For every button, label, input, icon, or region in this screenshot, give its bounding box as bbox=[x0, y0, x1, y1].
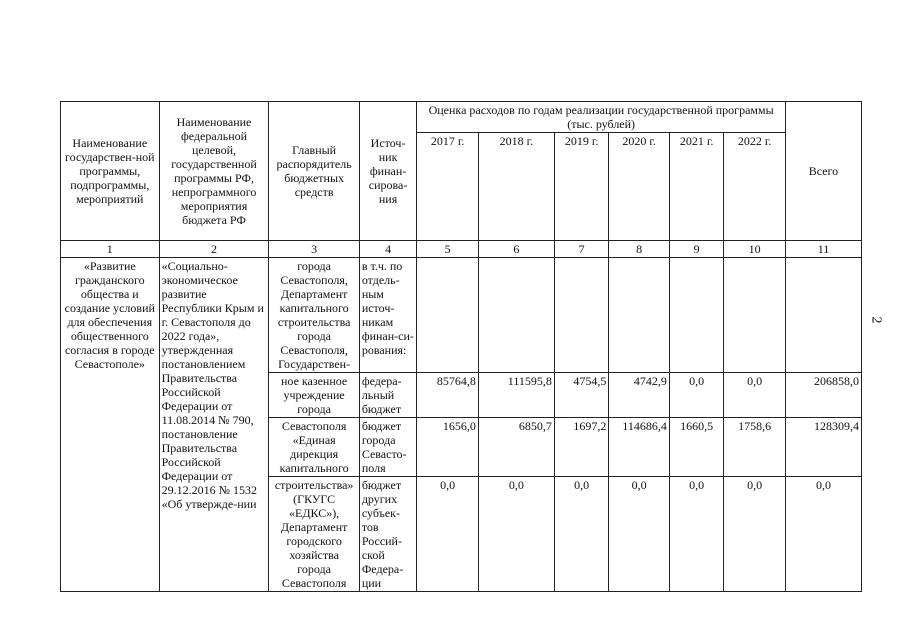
header-year: 2017 г. bbox=[417, 133, 479, 241]
header-distributor: Главный распорядитель бюджетных средств bbox=[269, 102, 359, 241]
distributor-cell: Севастополя «Единая дирекция капитального bbox=[269, 418, 359, 477]
header-row bbox=[61, 102, 862, 133]
total-cell: 128309,4 bbox=[785, 418, 861, 477]
distributor-cell: ное казенное учреждение города bbox=[269, 373, 359, 418]
header-year: 2021 г. bbox=[669, 133, 723, 241]
value-cell: 0,0 bbox=[669, 477, 723, 592]
value-cell: 0,0 bbox=[478, 477, 554, 592]
total-cell: 206858,0 bbox=[785, 373, 861, 418]
source-cell: бюджет других субъек-тов Россий-ской Федера-ции bbox=[359, 477, 417, 592]
column-number: 11 bbox=[785, 241, 861, 258]
distributor-cell: строительства» (ГКУГС «ЕДКС»), Департамент городского хозяйства города Севастополя bbox=[269, 477, 359, 592]
total-cell: 0,0 bbox=[785, 477, 861, 592]
header-year: 2018 г. bbox=[478, 133, 554, 241]
column-number: 2 bbox=[159, 241, 269, 258]
header-federal-program: Наименование федеральной целевой, государственной программы РФ, непрограммного мероприятия бюджета РФ bbox=[159, 102, 269, 241]
header-year: 2019 г. bbox=[554, 133, 608, 241]
value-cell: 4754,5 bbox=[554, 373, 608, 418]
value-cell: 1758,6 bbox=[724, 418, 786, 477]
column-number: 8 bbox=[609, 241, 670, 258]
value-cell bbox=[609, 258, 670, 373]
column-number: 5 bbox=[417, 241, 479, 258]
page-number: 2 bbox=[868, 316, 884, 324]
header-program-name: Наименование государствен-ной программы, подпрограммы, мероприятий bbox=[61, 102, 160, 241]
value-cell: 0,0 bbox=[554, 477, 608, 592]
header-year: 2022 г. bbox=[724, 133, 786, 241]
value-cell: 0,0 bbox=[724, 477, 786, 592]
column-number-row bbox=[61, 241, 862, 258]
value-cell: 0,0 bbox=[609, 477, 670, 592]
header-source: Источ-ник финан-сирова-ния bbox=[359, 102, 417, 241]
federal-program-cell: «Социально-экономическое развитие Республики Крым и г. Севастополя до 2022 года», утвержденная постановлением Правительства Российской Федерации от 11.08.2014 № 790, постановление Правительства Российской Федерации от 29.12.2016 № 1532 «Об утвержде-нии bbox=[159, 258, 269, 592]
distributor-cell: города Севастополя, Департамент капитального строительства города Севастополя, Государствен- bbox=[269, 258, 359, 373]
value-cell: 0,0 bbox=[669, 373, 723, 418]
column-number: 3 bbox=[269, 241, 359, 258]
value-cell: 4742,9 bbox=[609, 373, 670, 418]
column-number: 4 bbox=[359, 241, 417, 258]
column-number: 1 bbox=[61, 241, 160, 258]
total-cell bbox=[785, 258, 861, 373]
source-cell: бюджет города Севасто-поля bbox=[359, 418, 417, 477]
header-year: 2020 г. bbox=[609, 133, 670, 241]
header-total: Всего bbox=[785, 102, 861, 241]
program-name-cell: «Развитие гражданского общества и создание условий для обеспечения общественного согласия в городе Севастополе» bbox=[61, 258, 160, 592]
value-cell: 1660,5 bbox=[669, 418, 723, 477]
value-cell: 114686,4 bbox=[609, 418, 670, 477]
value-cell: 1697,2 bbox=[554, 418, 608, 477]
source-cell: в т.ч. по отдель-ным источ-никам финан-си-рования: bbox=[359, 258, 417, 373]
value-cell: 0,0 bbox=[724, 373, 786, 418]
value-cell bbox=[417, 258, 479, 373]
value-cell bbox=[554, 258, 608, 373]
value-cell bbox=[724, 258, 786, 373]
column-number: 6 bbox=[478, 241, 554, 258]
value-cell bbox=[669, 258, 723, 373]
value-cell: 111595,8 bbox=[478, 373, 554, 418]
value-cell: 6850,7 bbox=[478, 418, 554, 477]
column-number: 7 bbox=[554, 241, 608, 258]
value-cell: 85764,8 bbox=[417, 373, 479, 418]
value-cell bbox=[478, 258, 554, 373]
column-number: 9 bbox=[669, 241, 723, 258]
header-estimate: Оценка расходов по годам реализации государственной программы (тыс. рублей) bbox=[417, 102, 786, 133]
table-row bbox=[61, 258, 862, 373]
value-cell: 1656,0 bbox=[417, 418, 479, 477]
source-cell: федера-льный бюджет bbox=[359, 373, 417, 418]
value-cell: 0,0 bbox=[417, 477, 479, 592]
budget-table bbox=[60, 101, 862, 592]
column-number: 10 bbox=[724, 241, 786, 258]
